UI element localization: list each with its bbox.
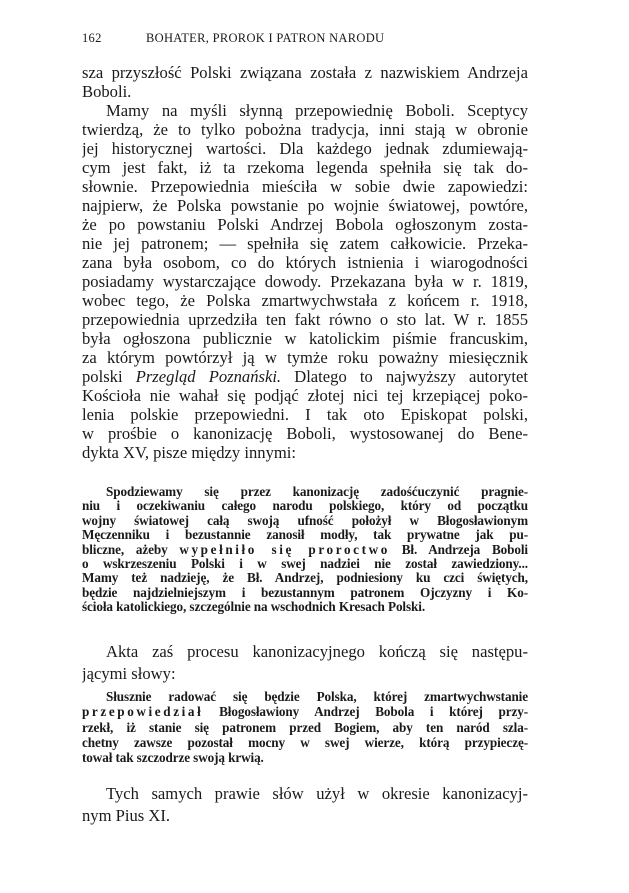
text-line: zana była osobom, co do których istnienia i wiarogodności [82,253,528,272]
text-line: niu i oczekiwaniu całego narodu polskiego, który od początku [82,499,528,514]
text-line: Mamy też nadzieję, że Bł. Andrzej, podniesiony ku czci świętych, [82,571,528,586]
text-line: chetny zawsze pozostał mocny w swej wierze, którą przypieczę- [82,734,528,750]
body-text-section-2 [82,641,528,685]
text-segment: Bł. Andrzeja Boboli [389,542,528,557]
text-line: twierdzą, że to tylko pobożna tradycja, inni stają w obronie [82,120,528,139]
text-line: Boboli. [82,82,132,101]
text-line: wojny światowej całą swoją ufność położył w Błogosławionym [82,513,528,528]
text-line: sza przyszłość Polski związana została z nazwiskiem Andrzeja [82,63,528,82]
text-line: Mamy na myśli słynną przepowiednię Boboli. Sceptycy [106,101,528,120]
text-line: dykta XV, pisze między innymi: [82,443,297,462]
body-text-section-3 [82,783,528,827]
text-line: lenia polskie przepowiedni. I tak oto Episkopat polski, [82,405,528,424]
text-line: tował tak szczodrze swoją krwią. [82,750,264,766]
text-line: o wskrzeszeniu Polski i w swej nadziei nie został zawiedziony... [82,557,528,572]
paragraph [82,485,528,615]
text-line: cym jest fakt, iż ta rzekoma legenda spełniła się tak do- [82,158,528,177]
text-line [82,367,528,386]
page-number: 162 [82,31,102,45]
text-line: słownie. Przepowiednia mieściła w sobie dwie zapowiedzi: [82,177,528,196]
paragraph [82,63,528,101]
text-line: Słusznie radować się będzie Polska, której zmartwychwstanie [106,689,528,704]
text-segment: polski [82,367,136,386]
text-line: Męczenniku i bezustannie zanosił modły, tak prywatne jak pu- [82,528,528,543]
paragraph [82,783,528,827]
text-line: jej historycznej wartości. Dla każdego jednak zdumiewają- [82,139,528,158]
body-text-section-1 [82,63,528,462]
text-line: Spodziewamy się przez kanonizację zadośćuczynić pragnie- [106,485,528,499]
text-line: jącymi słowy: [82,664,176,683]
text-line: będzie najdzielniejszym i bezustannym patronem Ojczyzny i Ko- [82,585,528,600]
paragraph [82,101,528,462]
text-line: nie jej patronem; — spełniła się zatem całkowicie. Przeka- [82,234,528,253]
running-title: BOHATER, PROROK I PATRON NARODU [146,31,385,45]
episcopate-quote [82,485,528,615]
text-line: ścioła katolickiego, szczególnie na wschodnich Kresach Polski. [82,600,426,615]
emphasized-spaced-text: wypełniło się proroctwo [179,542,390,557]
canonization-acts-quote [82,689,528,765]
text-line: przepowiednia uprzedziła ten fakt równo o sto lat. W r. 1855 [82,310,528,329]
text-line: nym Pius XI. [82,806,171,825]
text-line: w prośbie o kanonizację Boboli, wystosowanej do Bene- [82,424,528,443]
text-segment: Dlatego to najwyższy autorytet [281,367,528,386]
emphasized-spaced-text: przepowiedział [82,704,204,720]
paragraph [82,641,528,685]
paragraph [82,689,528,765]
text-line [82,704,528,719]
text-line: wobec tego, że Polska zmartwychwstała z końcem r. 1918, [82,291,528,310]
text-segment: Błogosławiony Andrzej Bobola i której przy- [203,704,528,720]
text-line: była ogłoszona publicznie w katolickim piśmie francuskim, [82,329,528,348]
text-line [82,543,528,557]
text-line: Tych samych prawie słów użył w okresie kanonizacyj- [106,784,528,803]
text-line: że po powstaniu Polski Andrzej Bobola ogłoszonym zosta- [82,215,528,234]
text-line: posiadamy wystarczające dowody. Przekazana była w r. 1819, [82,272,528,291]
text-line: najpierw, że Polska powstanie po wojnie światowej, powtóre, [82,196,528,215]
text-line: rzekł, iż stanie się patronem przed Bogiem, aby ten naród szla- [82,719,528,735]
text-line: za którym powtórzył ją w tymże roku poważny miesięcznik [82,348,528,367]
text-line: Kościoła nie wahał się podjąć złotej nici tej krzepiącej poko- [82,386,528,405]
text-line: Akta zaś procesu kanonizacyjnego kończą się następu- [106,642,528,661]
italic-title: Przegląd Poznański. [135,367,282,386]
text-segment: bliczne, ażeby [82,542,180,557]
running-header [82,31,528,49]
